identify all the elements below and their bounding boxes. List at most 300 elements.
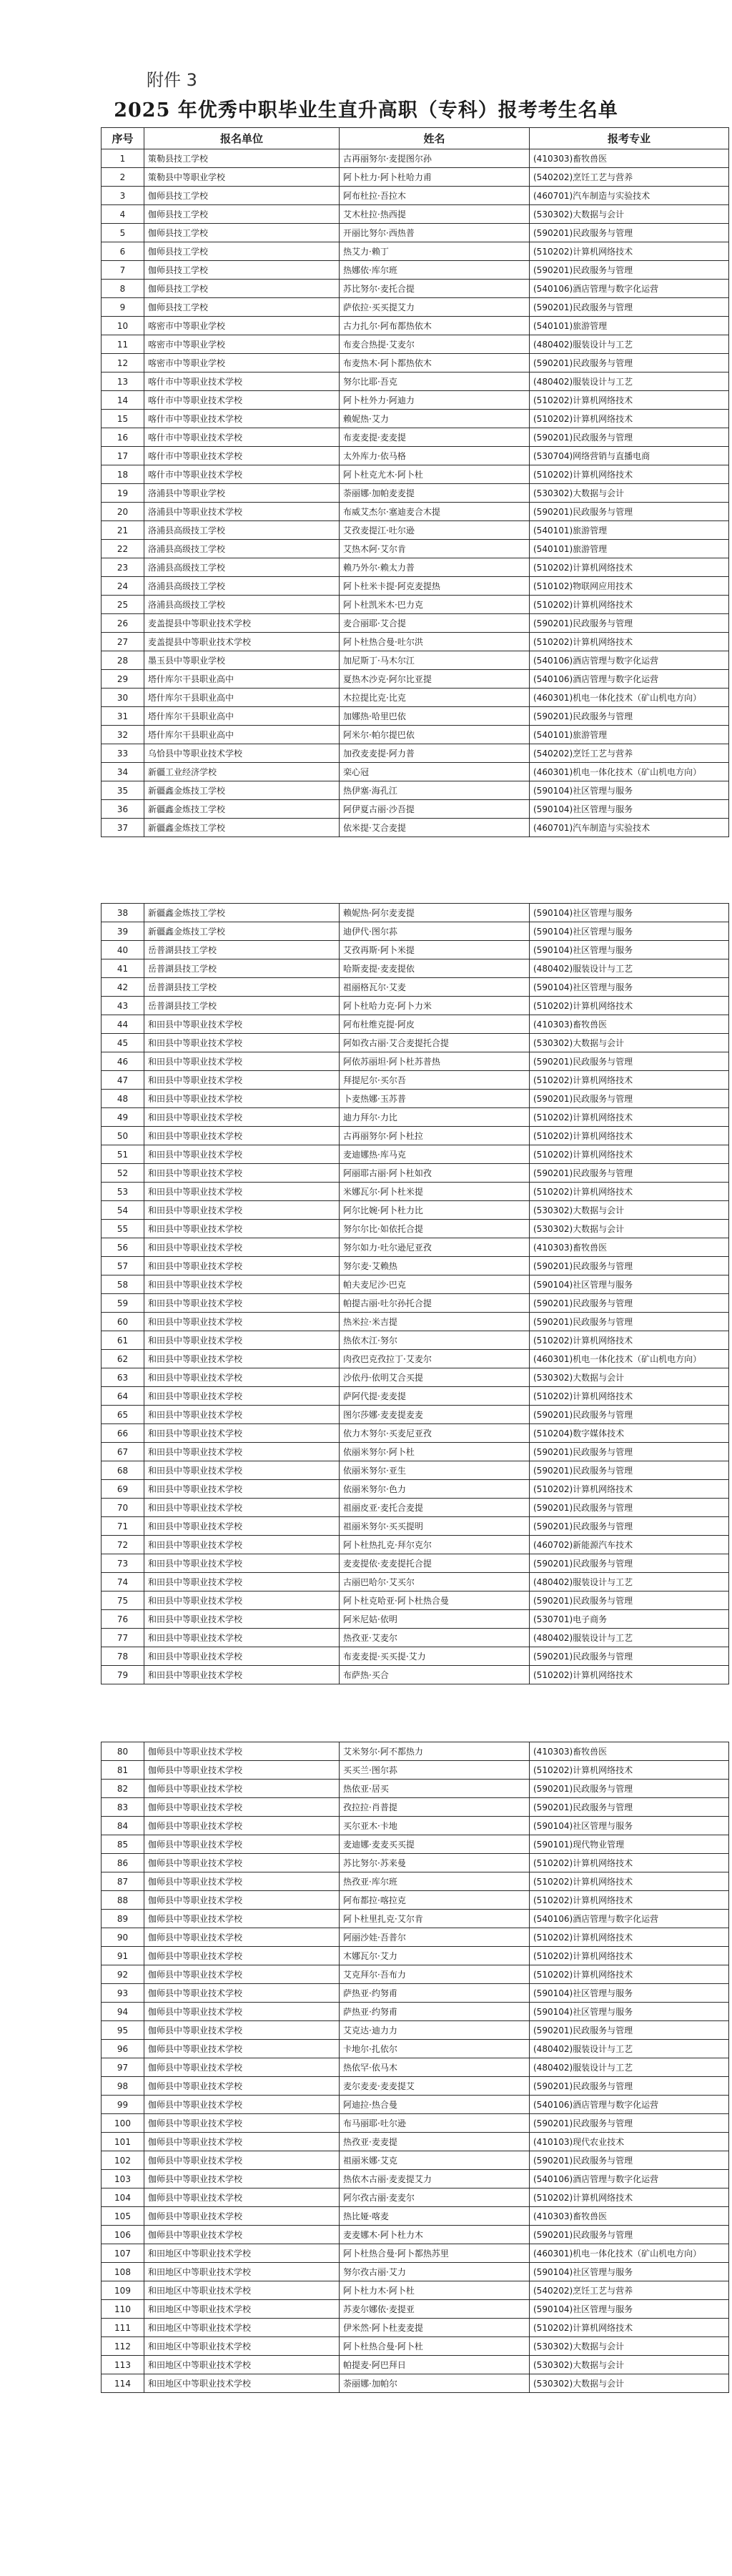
- school-cell: 伽师县技工学校: [144, 261, 340, 280]
- school-cell: 洛浦县中等职业技术学校: [144, 503, 340, 521]
- school-cell: 和田县中等职业技术学校: [144, 1536, 340, 1554]
- row-number: 21: [102, 521, 144, 540]
- major-cell: (460702)新能源汽车技术: [530, 1536, 729, 1554]
- row-number: 108: [102, 2263, 144, 2281]
- major-cell: (540106)酒店管理与数字化运营: [530, 2096, 729, 2114]
- school-cell: 洛浦县高级技工学校: [144, 596, 340, 614]
- name-cell: 艾孜麦提江·吐尔逊: [340, 521, 530, 540]
- school-cell: 和田县中等职业技术学校: [144, 1610, 340, 1629]
- name-cell: 布威艾杰尔·塞迪麦合木提: [340, 503, 530, 521]
- table-body-3: [102, 1742, 729, 2393]
- name-cell: 萨依拉·买买提艾力: [340, 298, 530, 317]
- major-cell: (590201)民政服务与管理: [530, 2077, 729, 2096]
- name-cell: 赖妮热·阿尔麦麦提: [340, 904, 530, 922]
- school-cell: 洛浦县高级技工学校: [144, 577, 340, 596]
- major-cell: (590104)社区管理与服务: [530, 941, 729, 959]
- major-cell: (590201)民政服务与管理: [530, 2226, 729, 2244]
- table-row: [102, 1443, 729, 1461]
- major-cell: (510202)计算机网络技术: [530, 1891, 729, 1910]
- table-body-2: [102, 904, 729, 1684]
- name-cell: 加孜麦麦提·阿力普: [340, 744, 530, 763]
- school-cell: 和田县中等职业技术学校: [144, 1517, 340, 1536]
- name-cell: 努尔孜古丽·艾力: [340, 2263, 530, 2281]
- table-row: [102, 1891, 729, 1910]
- major-cell: (590201)民政服务与管理: [530, 1294, 729, 1313]
- row-number: 5: [102, 224, 144, 242]
- candidate-table-part-1: [101, 127, 729, 837]
- school-cell: 和田县中等职业技术学校: [144, 1220, 340, 1238]
- row-number: 16: [102, 428, 144, 447]
- major-cell: (510202)计算机网络技术: [530, 2188, 729, 2207]
- table-row: [102, 428, 729, 447]
- row-number: 22: [102, 540, 144, 558]
- name-cell: 艾木杜拉·热西提: [340, 205, 530, 224]
- row-number: 17: [102, 447, 144, 465]
- major-cell: (410303)畜牧兽医: [530, 1015, 729, 1034]
- major-cell: (540101)旅游管理: [530, 540, 729, 558]
- row-number: 7: [102, 261, 144, 280]
- table-row: [102, 1592, 729, 1610]
- major-cell: (480402)服装设计与工艺: [530, 2040, 729, 2058]
- school-cell: 新疆鑫金炼技工学校: [144, 800, 340, 819]
- name-cell: 阿卜杜热扎克·拜尔克尔: [340, 1536, 530, 1554]
- major-cell: (590104)社区管理与服务: [530, 2003, 729, 2021]
- row-number: 3: [102, 187, 144, 205]
- table-row: [102, 1629, 729, 1647]
- table-row: [102, 1071, 729, 1090]
- name-cell: 古丽巴哈尔·艾买尔: [340, 1573, 530, 1592]
- table-row: [102, 2151, 729, 2170]
- row-number: 14: [102, 391, 144, 410]
- major-cell: (510202)计算机网络技术: [530, 1127, 729, 1145]
- name-cell: 热比娅·喀麦: [340, 2207, 530, 2226]
- school-cell: 和田县中等职业技术学校: [144, 1015, 340, 1034]
- major-cell: (590201)民政服务与管理: [530, 1313, 729, 1331]
- document-title: 2025 年优秀中职毕业生直升高职（专科）报考考生名单: [114, 99, 618, 122]
- row-number: 46: [102, 1052, 144, 1071]
- name-cell: 麦合丽耶·艾合提: [340, 614, 530, 633]
- school-cell: 和田县中等职业技术学校: [144, 1647, 340, 1666]
- row-number: 94: [102, 2003, 144, 2021]
- row-number: 96: [102, 2040, 144, 2058]
- name-cell: 努尔麦·艾赖热: [340, 1257, 530, 1275]
- major-cell: (540202)烹饪工艺与营养: [530, 168, 729, 187]
- table-row: [102, 2170, 729, 2188]
- table-row: [102, 1573, 729, 1592]
- name-cell: 热依亚·居买: [340, 1780, 530, 1798]
- name-cell: 拜提尼尔·买尔吾: [340, 1071, 530, 1090]
- row-number: 15: [102, 410, 144, 428]
- name-cell: 阿布都拉·喀拉克: [340, 1891, 530, 1910]
- major-cell: (510202)计算机网络技术: [530, 1872, 729, 1891]
- table-row: [102, 1108, 729, 1127]
- table-row: [102, 904, 729, 922]
- name-cell: 阿如孜古丽·艾合麦提托合提: [340, 1034, 530, 1052]
- school-cell: 伽师县中等职业技术学校: [144, 1891, 340, 1910]
- row-number: 51: [102, 1145, 144, 1164]
- row-number: 89: [102, 1910, 144, 1928]
- row-number: 23: [102, 558, 144, 577]
- major-cell: (590104)社区管理与服务: [530, 1275, 729, 1294]
- major-cell: (540101)旅游管理: [530, 726, 729, 744]
- row-number: 93: [102, 1984, 144, 2003]
- row-number: 38: [102, 904, 144, 922]
- major-cell: (480402)服装设计与工艺: [530, 2058, 729, 2077]
- major-cell: (540106)酒店管理与数字化运营: [530, 670, 729, 689]
- school-cell: 伽师县中等职业技术学校: [144, 1984, 340, 2003]
- candidate-table-part-2: [101, 903, 729, 1684]
- row-number: 41: [102, 959, 144, 978]
- school-cell: 塔什库尔干县职业高中: [144, 726, 340, 744]
- major-cell: (410303)畜牧兽医: [530, 1238, 729, 1257]
- table-row: [102, 1854, 729, 1872]
- table-row: [102, 2374, 729, 2393]
- name-cell: 热艾力·赖丁: [340, 242, 530, 261]
- header-major: 报考专业: [530, 128, 729, 149]
- major-cell: (590201)民政服务与管理: [530, 2021, 729, 2040]
- name-cell: 古再丽努尔·麦提图尔孙: [340, 149, 530, 168]
- school-cell: 和田县中等职业技术学校: [144, 1090, 340, 1108]
- school-cell: 伽师县技工学校: [144, 242, 340, 261]
- table-row: [102, 1947, 729, 1965]
- name-cell: 阿尔比婉·阿卜杜力比: [340, 1201, 530, 1220]
- row-number: 8: [102, 280, 144, 298]
- row-number: 52: [102, 1164, 144, 1183]
- header-name: 姓名: [340, 128, 530, 149]
- table-row: [102, 2096, 729, 2114]
- school-cell: 伽师县中等职业技术学校: [144, 2040, 340, 2058]
- major-cell: (510202)计算机网络技术: [530, 1928, 729, 1947]
- school-cell: 和田地区中等职业技术学校: [144, 2319, 340, 2337]
- name-cell: 阿伊夏古丽·沙吾提: [340, 800, 530, 819]
- table-row: [102, 2356, 729, 2374]
- table-row: [102, 503, 729, 521]
- row-number: 44: [102, 1015, 144, 1034]
- school-cell: 塔什库尔干县职业高中: [144, 689, 340, 707]
- name-cell: 麦尔麦麦·麦麦提艾: [340, 2077, 530, 2096]
- name-cell: 赖妮热·艾力: [340, 410, 530, 428]
- row-number: 54: [102, 1201, 144, 1220]
- major-cell: (510202)计算机网络技术: [530, 391, 729, 410]
- table-row: [102, 1406, 729, 1424]
- row-number: 92: [102, 1965, 144, 1984]
- school-cell: 岳普湖县技工学校: [144, 959, 340, 978]
- table-row: [102, 521, 729, 540]
- row-number: 103: [102, 2170, 144, 2188]
- row-number: 100: [102, 2114, 144, 2133]
- major-cell: (590201)民政服务与管理: [530, 1517, 729, 1536]
- name-cell: 热孜亚·麦麦提: [340, 2133, 530, 2151]
- name-cell: 萨热亚·约努甫: [340, 2003, 530, 2021]
- row-number: 77: [102, 1629, 144, 1647]
- row-number: 68: [102, 1461, 144, 1480]
- name-cell: 阿迪拉·热合曼: [340, 2096, 530, 2114]
- table-row: [102, 1238, 729, 1257]
- name-cell: 哈斯麦提·麦麦提依: [340, 959, 530, 978]
- name-cell: 阿卜杜力·阿卜杜哈力甫: [340, 168, 530, 187]
- major-cell: (530302)大数据与会计: [530, 1201, 729, 1220]
- name-cell: 帕夫麦尼沙·巴克: [340, 1275, 530, 1294]
- major-cell: (540106)酒店管理与数字化运营: [530, 2170, 729, 2188]
- table-row: [102, 577, 729, 596]
- table-row: [102, 2188, 729, 2207]
- school-cell: 和田县中等职业技术学校: [144, 1201, 340, 1220]
- school-cell: 岳普湖县技工学校: [144, 997, 340, 1015]
- row-number: 40: [102, 941, 144, 959]
- table-row: [102, 447, 729, 465]
- row-number: 101: [102, 2133, 144, 2151]
- row-number: 79: [102, 1666, 144, 1684]
- row-number: 80: [102, 1742, 144, 1761]
- name-cell: 阿卜杜克哈亚·阿卜杜热合曼: [340, 1592, 530, 1610]
- table-row: [102, 1965, 729, 1984]
- major-cell: (590201)民政服务与管理: [530, 2151, 729, 2170]
- name-cell: 布麦麦提·买买提·艾力: [340, 1647, 530, 1666]
- table-row: [102, 242, 729, 261]
- school-cell: 和田县中等职业技术学校: [144, 1294, 340, 1313]
- name-cell: 布萨热·买合: [340, 1666, 530, 1684]
- school-cell: 和田县中等职业技术学校: [144, 1052, 340, 1071]
- table-row: [102, 763, 729, 781]
- school-cell: 和田县中等职业技术学校: [144, 1108, 340, 1127]
- major-cell: (590201)民政服务与管理: [530, 1499, 729, 1517]
- row-number: 57: [102, 1257, 144, 1275]
- row-number: 30: [102, 689, 144, 707]
- school-cell: 伽师县中等职业技术学校: [144, 1742, 340, 1761]
- table-row: [102, 410, 729, 428]
- name-cell: 开丽比努尔·西热普: [340, 224, 530, 242]
- major-cell: (530302)大数据与会计: [530, 2374, 729, 2393]
- row-number: 53: [102, 1183, 144, 1201]
- major-cell: (510202)计算机网络技术: [530, 1666, 729, 1684]
- school-cell: 和田县中等职业技术学校: [144, 1071, 340, 1090]
- row-number: 4: [102, 205, 144, 224]
- table-row: [102, 1201, 729, 1220]
- name-cell: 祖丽皮亚·麦托合麦提: [340, 1499, 530, 1517]
- row-number: 111: [102, 2319, 144, 2337]
- table-row: [102, 1761, 729, 1780]
- name-cell: 热依罕·依马木: [340, 2058, 530, 2077]
- name-cell: 麦迪娜热·库马克: [340, 1145, 530, 1164]
- name-cell: 祖丽格瓦尔·艾麦: [340, 978, 530, 997]
- school-cell: 塔什库尔干县职业高中: [144, 707, 340, 726]
- school-cell: 新疆鑫金炼技工学校: [144, 781, 340, 800]
- name-cell: 热孜亚·库尔班: [340, 1872, 530, 1891]
- major-cell: (510202)计算机网络技术: [530, 242, 729, 261]
- name-cell: 阿卜杜哈力克·阿卜力米: [340, 997, 530, 1015]
- table-row: [102, 2226, 729, 2244]
- name-cell: 艾孜再斯·阿卜米提: [340, 941, 530, 959]
- school-cell: 塔什库尔干县职业高中: [144, 670, 340, 689]
- major-cell: (510202)计算机网络技术: [530, 1965, 729, 1984]
- table-row: [102, 689, 729, 707]
- major-cell: (590104)社区管理与服务: [530, 978, 729, 997]
- school-cell: 和田县中等职业技术学校: [144, 1443, 340, 1461]
- table-row: [102, 1928, 729, 1947]
- name-cell: 帕提古丽·吐尔孙托合提: [340, 1294, 530, 1313]
- name-cell: 买买兰·图尔荪: [340, 1761, 530, 1780]
- major-cell: (480402)服装设计与工艺: [530, 959, 729, 978]
- row-number: 78: [102, 1647, 144, 1666]
- school-cell: 和田县中等职业技术学校: [144, 1573, 340, 1592]
- school-cell: 喀什市中等职业技术学校: [144, 372, 340, 391]
- school-cell: 伽师县中等职业技术学校: [144, 2058, 340, 2077]
- row-number: 112: [102, 2337, 144, 2356]
- school-cell: 喀什市中等职业技术学校: [144, 410, 340, 428]
- table-row: [102, 2040, 729, 2058]
- name-cell: 加尼斯丁·马木尔江: [340, 651, 530, 670]
- name-cell: 阿尔孜古丽·麦麦尔: [340, 2188, 530, 2207]
- table-row: [102, 997, 729, 1015]
- table-row: [102, 596, 729, 614]
- school-cell: 伽师县中等职业技术学校: [144, 1798, 340, 1817]
- school-cell: 新疆鑫金炼技工学校: [144, 819, 340, 837]
- table-row: [102, 354, 729, 372]
- major-cell: (590104)社区管理与服务: [530, 904, 729, 922]
- major-cell: (510202)计算机网络技术: [530, 1108, 729, 1127]
- row-number: 99: [102, 2096, 144, 2114]
- major-cell: (510202)计算机网络技术: [530, 410, 729, 428]
- major-cell: (590104)社区管理与服务: [530, 922, 729, 941]
- row-number: 69: [102, 1480, 144, 1499]
- name-cell: 米娜瓦尔·阿卜杜米提: [340, 1183, 530, 1201]
- table-row: [102, 1424, 729, 1443]
- row-number: 110: [102, 2300, 144, 2319]
- school-cell: 和田县中等职业技术学校: [144, 1313, 340, 1331]
- major-cell: (510202)计算机网络技术: [530, 1854, 729, 1872]
- major-cell: (590201)民政服务与管理: [530, 707, 729, 726]
- major-cell: (590201)民政服务与管理: [530, 354, 729, 372]
- table-row: [102, 1220, 729, 1238]
- major-cell: (590201)民政服务与管理: [530, 1090, 729, 1108]
- school-cell: 和田县中等职业技术学校: [144, 1461, 340, 1480]
- row-number: 83: [102, 1798, 144, 1817]
- row-number: 98: [102, 2077, 144, 2096]
- major-cell: (590201)民政服务与管理: [530, 224, 729, 242]
- major-cell: (530302)大数据与会计: [530, 484, 729, 503]
- major-cell: (590201)民政服务与管理: [530, 1443, 729, 1461]
- name-cell: 依丽米努尔·亚生: [340, 1461, 530, 1480]
- row-number: 87: [102, 1872, 144, 1891]
- school-cell: 和田县中等职业技术学校: [144, 1424, 340, 1443]
- row-number: 6: [102, 242, 144, 261]
- table-row: [102, 391, 729, 410]
- major-cell: (540106)酒店管理与数字化运营: [530, 280, 729, 298]
- table-row: [102, 1331, 729, 1350]
- table-row: [102, 614, 729, 633]
- school-cell: 和田县中等职业技术学校: [144, 1331, 340, 1350]
- name-cell: 艾热木阿·艾尔肯: [340, 540, 530, 558]
- row-number: 88: [102, 1891, 144, 1910]
- school-cell: 新疆工业经济学校: [144, 763, 340, 781]
- row-number: 65: [102, 1406, 144, 1424]
- school-cell: 和田县中等职业技术学校: [144, 1480, 340, 1499]
- table-row: [102, 1480, 729, 1499]
- name-cell: 木拉提比克·比克: [340, 689, 530, 707]
- row-number: 33: [102, 744, 144, 763]
- school-cell: 伽师县技工学校: [144, 280, 340, 298]
- name-cell: 阿米尼姑·依明: [340, 1610, 530, 1629]
- name-cell: 阿依苏丽坦·阿卜杜苏普热: [340, 1052, 530, 1071]
- table-row: [102, 726, 729, 744]
- school-cell: 伽师县技工学校: [144, 187, 340, 205]
- table-row: [102, 651, 729, 670]
- row-number: 63: [102, 1368, 144, 1387]
- table-row: [102, 819, 729, 837]
- major-cell: (510202)计算机网络技术: [530, 1071, 729, 1090]
- school-cell: 伽师县中等职业技术学校: [144, 2096, 340, 2114]
- school-cell: 伽师县中等职业技术学校: [144, 2226, 340, 2244]
- name-cell: 阿卜杜凯米木·巴力克: [340, 596, 530, 614]
- school-cell: 岳普湖县技工学校: [144, 941, 340, 959]
- table-row: [102, 800, 729, 819]
- name-cell: 阿卜杜米卡提·阿克麦提热: [340, 577, 530, 596]
- major-cell: (590201)民政服务与管理: [530, 503, 729, 521]
- major-cell: (510202)计算机网络技术: [530, 596, 729, 614]
- row-number: 45: [102, 1034, 144, 1052]
- row-number: 58: [102, 1275, 144, 1294]
- major-cell: (510202)计算机网络技术: [530, 1145, 729, 1164]
- name-cell: 帕提麦·阿巴拜日: [340, 2356, 530, 2374]
- major-cell: (590201)民政服务与管理: [530, 1406, 729, 1424]
- major-cell: (480402)服装设计与工艺: [530, 335, 729, 354]
- row-number: 25: [102, 596, 144, 614]
- row-number: 31: [102, 707, 144, 726]
- school-cell: 伽师县中等职业技术学校: [144, 2114, 340, 2133]
- name-cell: 赖乃外尔·赖太力普: [340, 558, 530, 577]
- major-cell: (480402)服装设计与工艺: [530, 1629, 729, 1647]
- school-cell: 伽师县中等职业技术学校: [144, 2170, 340, 2188]
- school-cell: 和田地区中等职业技术学校: [144, 2356, 340, 2374]
- school-cell: 和田县中等职业技术学校: [144, 1275, 340, 1294]
- name-cell: 阿卜杜热合曼·阿卜杜: [340, 2337, 530, 2356]
- row-number: 67: [102, 1443, 144, 1461]
- school-cell: 伽师县中等职业技术学校: [144, 2151, 340, 2170]
- table-row: [102, 1275, 729, 1294]
- name-cell: 布麦麦提·麦麦提: [340, 428, 530, 447]
- table-row: [102, 1817, 729, 1835]
- school-cell: 和田县中等职业技术学校: [144, 1629, 340, 1647]
- school-cell: 和田县中等职业技术学校: [144, 1499, 340, 1517]
- row-number: 71: [102, 1517, 144, 1536]
- name-cell: 麦迪娜·麦麦买买提: [340, 1835, 530, 1854]
- row-number: 28: [102, 651, 144, 670]
- table-row: [102, 1610, 729, 1629]
- school-cell: 新疆鑫金炼技工学校: [144, 922, 340, 941]
- row-number: 59: [102, 1294, 144, 1313]
- name-cell: 古力扎尔·阿布都热依木: [340, 317, 530, 335]
- major-cell: (590201)民政服务与管理: [530, 1257, 729, 1275]
- name-cell: 艾克达·迪力力: [340, 2021, 530, 2040]
- school-cell: 伽师县技工学校: [144, 205, 340, 224]
- name-cell: 热依木江·努尔: [340, 1331, 530, 1350]
- major-cell: (590201)民政服务与管理: [530, 1052, 729, 1071]
- school-cell: 伽师县中等职业技术学校: [144, 1928, 340, 1947]
- table-row: [102, 2077, 729, 2096]
- table-row: [102, 1127, 729, 1145]
- school-cell: 伽师县中等职业技术学校: [144, 1761, 340, 1780]
- school-cell: 伽师县中等职业技术学校: [144, 1835, 340, 1854]
- school-cell: 和田地区中等职业技术学校: [144, 2263, 340, 2281]
- name-cell: 阿卜杜力木·阿卜杜: [340, 2281, 530, 2300]
- table-row: [102, 484, 729, 503]
- table-row: [102, 1835, 729, 1854]
- name-cell: 阿卜杜热合曼·吐尔洪: [340, 633, 530, 651]
- school-cell: 和田县中等职业技术学校: [144, 1183, 340, 1201]
- major-cell: (510202)计算机网络技术: [530, 997, 729, 1015]
- major-cell: (510202)计算机网络技术: [530, 1331, 729, 1350]
- row-number: 114: [102, 2374, 144, 2393]
